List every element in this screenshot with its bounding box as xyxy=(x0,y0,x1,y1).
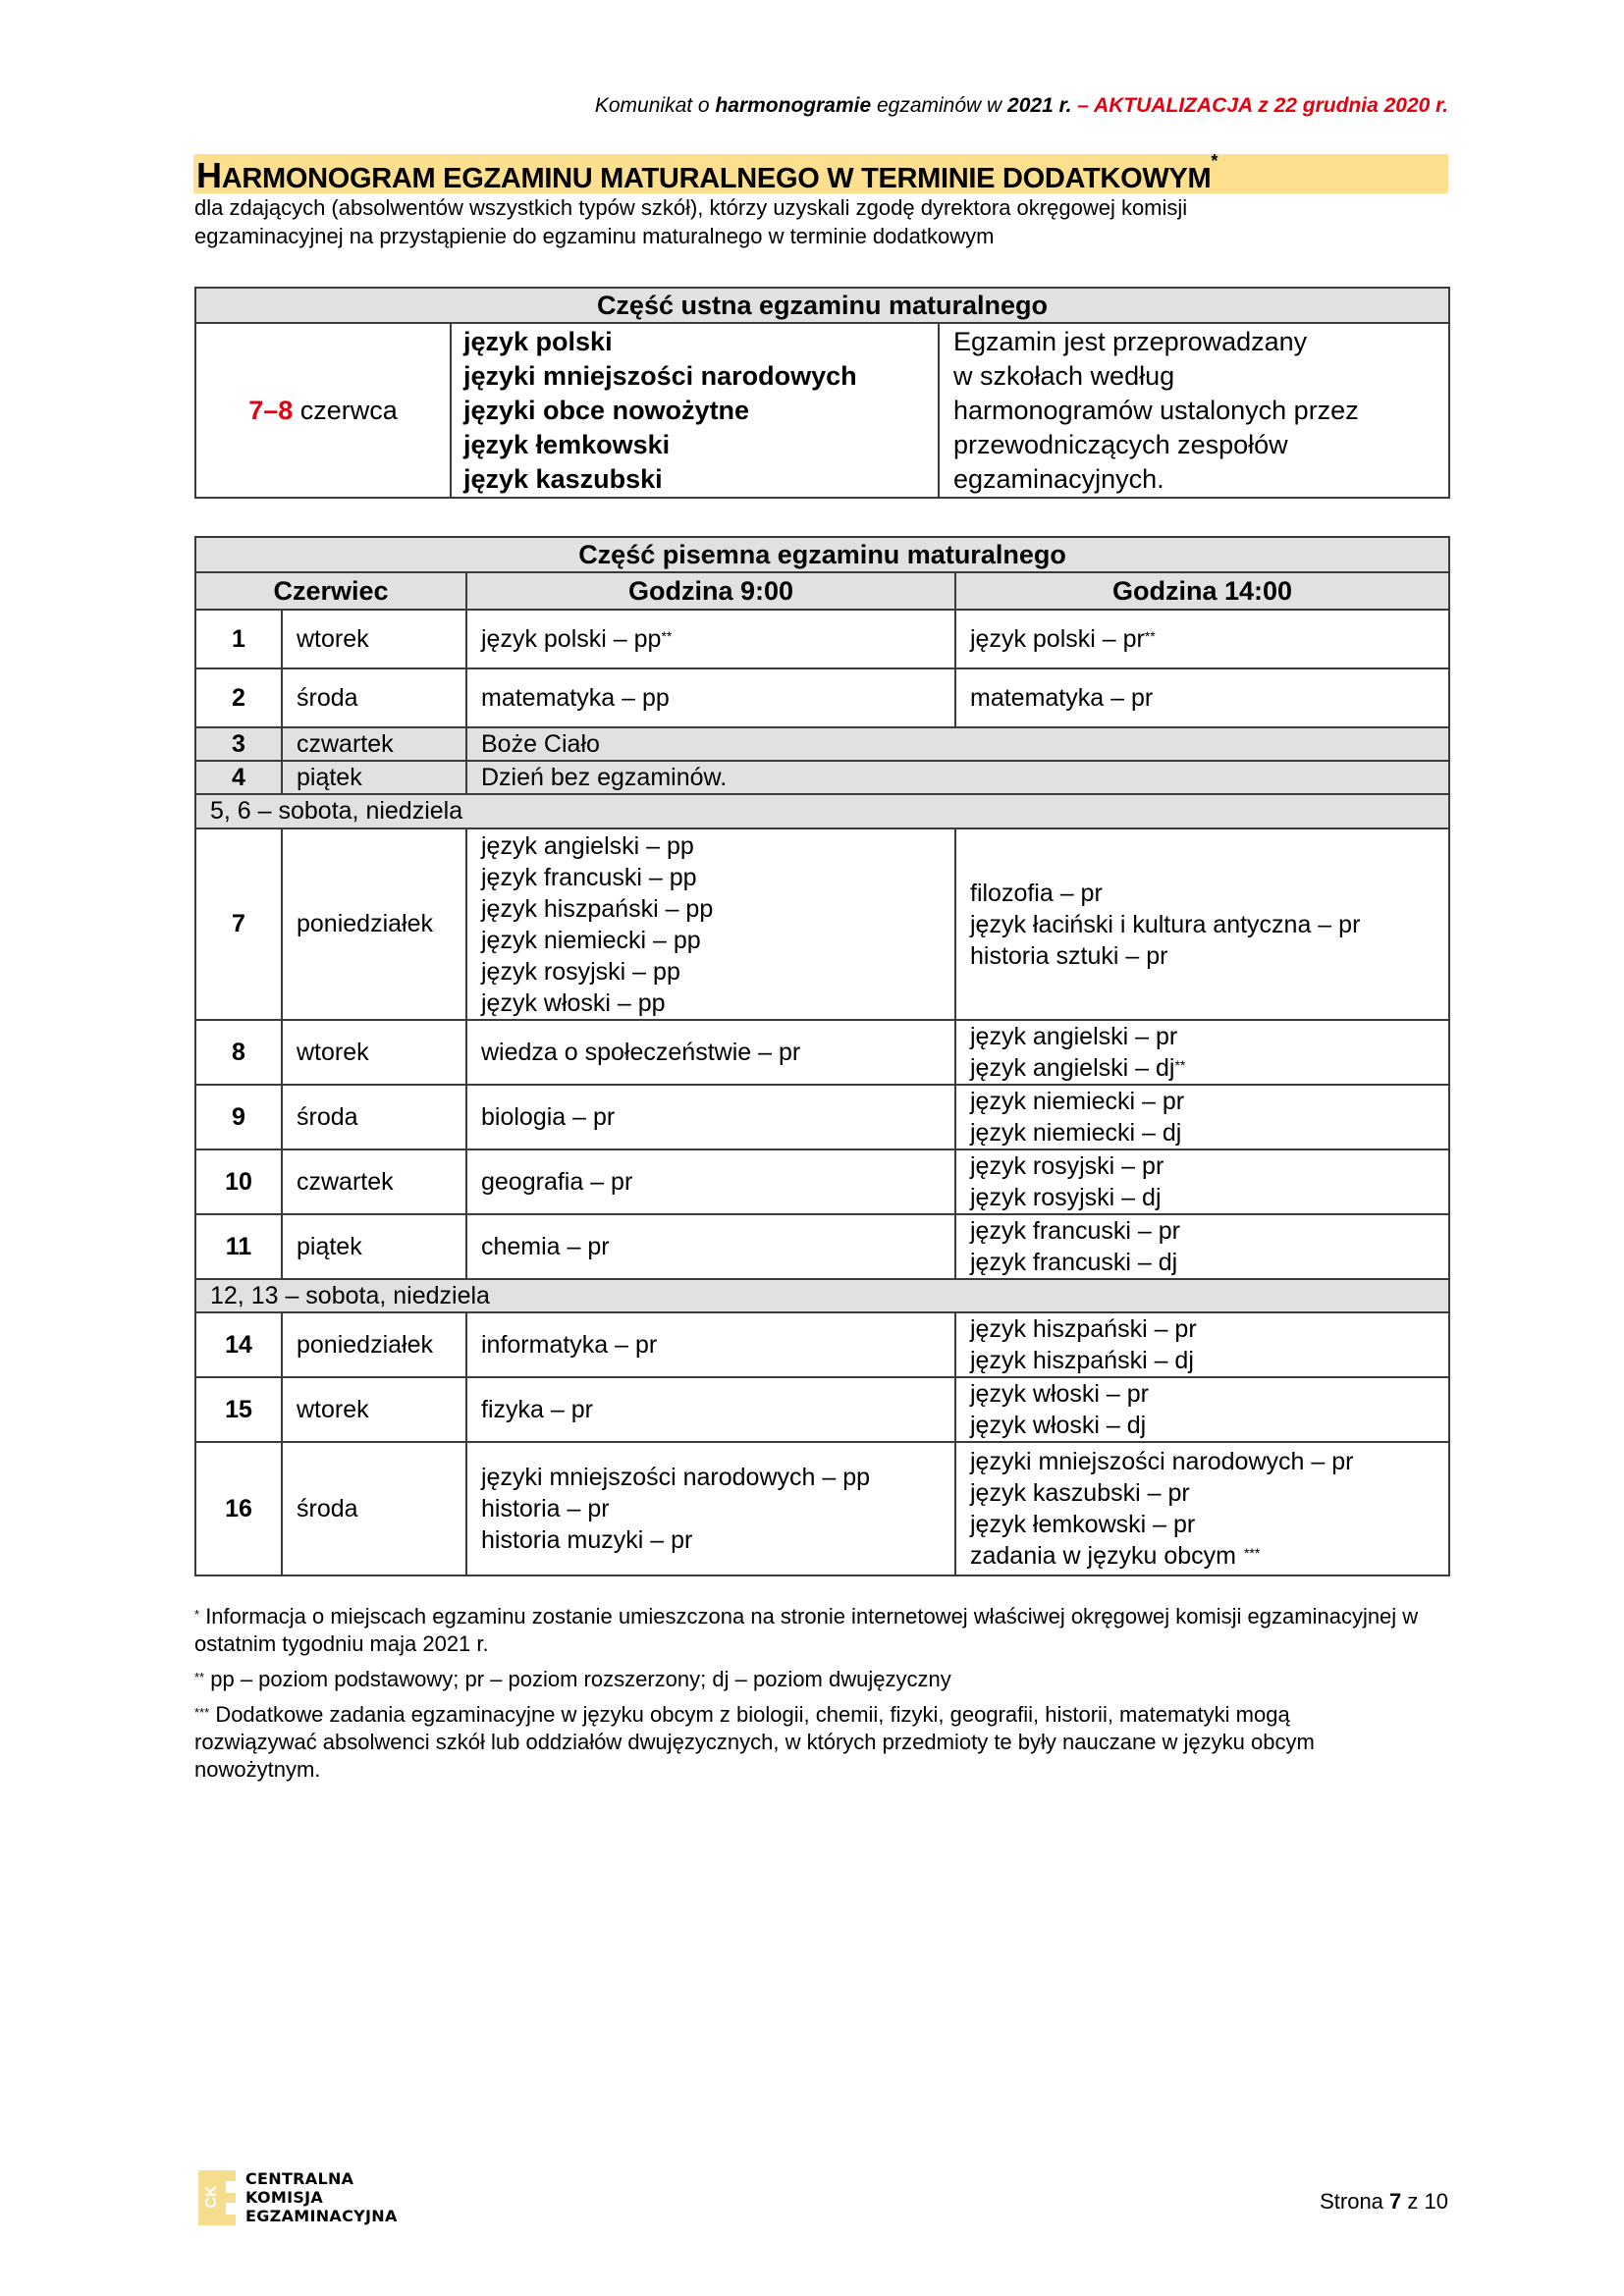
day-number: 14 xyxy=(195,1312,282,1377)
page-title xyxy=(196,151,1218,196)
exam-item xyxy=(481,1493,954,1524)
oral-exam-header: Część ustna egzaminu maturalnego xyxy=(195,288,1449,323)
afternoon-exams xyxy=(955,1377,1449,1442)
afternoon-exams xyxy=(955,828,1449,1020)
day-number: 16 xyxy=(195,1442,282,1575)
weekend-row-label: 12, 13 – sobota, niedziela xyxy=(195,1279,1449,1312)
exam-label: język polski – pp xyxy=(481,625,662,653)
weekday: poniedziałek xyxy=(282,828,466,1020)
morning-exams xyxy=(466,1214,955,1279)
column-header-morning: Godzina 9:00 xyxy=(466,572,955,610)
exam-label: język niemiecki – dj xyxy=(970,1119,1182,1147)
schedule-row xyxy=(195,1214,1449,1279)
exam-item xyxy=(970,623,1448,655)
exam-item xyxy=(481,623,954,655)
schedule-row xyxy=(195,1149,1449,1214)
day-note: Boże Ciało xyxy=(466,727,1449,761)
footnote-ref: ** xyxy=(1144,628,1156,644)
exam-item xyxy=(970,1052,1448,1084)
exam-item xyxy=(970,1182,1448,1213)
schedule-row xyxy=(195,1377,1449,1442)
oral-exam-date xyxy=(195,323,451,498)
morning-exams xyxy=(466,1149,955,1214)
header-mid: egzaminów w xyxy=(871,94,1008,117)
exam-item xyxy=(481,1394,954,1425)
exam-label: języki mniejszości narodowych – pr xyxy=(970,1448,1354,1475)
exam-label: język włoski – pr xyxy=(970,1380,1149,1408)
exam-item xyxy=(970,909,1448,940)
running-header xyxy=(595,94,1448,118)
weekday: wtorek xyxy=(282,1377,466,1442)
schedule-row xyxy=(195,668,1449,727)
exam-label: fizyka – pr xyxy=(481,1396,593,1423)
exam-item xyxy=(481,893,954,925)
exam-label: język rosyjski – pp xyxy=(481,957,680,986)
footnote-text: Informacja o miejscach egzaminu zostanie umieszczona na stronie internetowej właściwej okręgowej komisji egzaminacyjnej w ostatnim tygodniu maja 2021 r. xyxy=(194,1604,1419,1656)
oral-exam-note xyxy=(939,323,1449,498)
morning-exams xyxy=(466,828,955,1020)
footnote-mark: * xyxy=(194,1607,200,1622)
exam-label: język francuski – pp xyxy=(481,863,697,891)
exam-item xyxy=(970,1540,1448,1572)
footnote-mark: ** xyxy=(194,1670,205,1684)
schedule-row xyxy=(195,1020,1449,1085)
footnote-1 xyxy=(194,1603,1451,1658)
header-year: 2021 r. xyxy=(1007,94,1072,117)
afternoon-exams xyxy=(955,668,1449,727)
exam-label: język angielski – pr xyxy=(970,1023,1178,1050)
weekday: czwartek xyxy=(282,1149,466,1214)
morning-exams xyxy=(466,610,955,668)
exam-item xyxy=(970,1378,1448,1410)
exam-item xyxy=(970,1477,1448,1509)
exam-label: język hiszpański – pr xyxy=(970,1315,1197,1343)
exam-item xyxy=(970,1021,1448,1052)
exam-label: język hiszpański – dj xyxy=(970,1347,1194,1374)
subtitle-line-2: egzaminacyjnej na przystąpienie do egzaminu maturalnego w terminie dodatkowym xyxy=(194,224,995,248)
day-number: 11 xyxy=(195,1214,282,1279)
exam-label: matematyka – pp xyxy=(481,684,670,712)
schedule-row xyxy=(195,610,1449,668)
oral-note-line: Egzamin jest przeprowadzany xyxy=(953,326,1308,356)
footnote-2 xyxy=(194,1666,1451,1693)
schedule-row xyxy=(195,761,1449,794)
exam-label: język łaciński i kultura antyczna – pr xyxy=(970,910,1361,938)
exam-item xyxy=(970,1086,1448,1117)
logo-ck-letters: CK xyxy=(203,2185,220,2209)
schedule-row xyxy=(195,1442,1449,1575)
logo-line: EGZAMINACYJNA xyxy=(245,2207,398,2225)
exam-label: język polski – pr xyxy=(970,625,1145,653)
exam-item xyxy=(970,1345,1448,1376)
logo-line: KOMISJA xyxy=(245,2188,324,2207)
exam-label: historia – pr xyxy=(481,1495,610,1522)
day-number: 3 xyxy=(195,727,282,761)
footnote-ref: ** xyxy=(1174,1057,1186,1073)
logo-line: CENTRALNA xyxy=(245,2169,354,2188)
page-number xyxy=(1320,2189,1448,2215)
afternoon-exams xyxy=(955,1214,1449,1279)
footnote-mark: *** xyxy=(194,1705,210,1720)
exam-item xyxy=(481,830,954,862)
exam-item xyxy=(481,682,954,714)
weekday: czwartek xyxy=(282,727,466,761)
exam-label: języki mniejszości narodowych – pp xyxy=(481,1464,871,1491)
exam-item xyxy=(970,1215,1448,1247)
footnote-3 xyxy=(194,1701,1412,1784)
exam-item xyxy=(481,1101,954,1133)
schedule-row xyxy=(195,828,1449,1020)
schedule-row xyxy=(195,727,1449,761)
exam-label: matematyka – pr xyxy=(970,684,1154,712)
exam-item xyxy=(481,1166,954,1198)
oral-date-range: 7–8 xyxy=(248,395,294,425)
footnote-text: pp – poziom podstawowy; pr – poziom rozszerzony; dj – poziom dwujęzyczny xyxy=(210,1667,951,1691)
afternoon-exams xyxy=(955,1149,1449,1214)
oral-exam-table xyxy=(194,287,1450,499)
column-header-afternoon: Godzina 14:00 xyxy=(955,572,1449,610)
footnotes xyxy=(194,1603,1451,1791)
weekday: wtorek xyxy=(282,1020,466,1085)
oral-subject: język łemkowski xyxy=(463,429,671,459)
header-update-notice: – AKTUALIZACJA z 22 grudnia 2020 r. xyxy=(1071,94,1448,117)
subtitle-line-1: dla zdających (absolwentów wszystkich typów szkół), którzy uzyskali zgodę dyrektora okręgowej komisji xyxy=(194,195,1188,220)
day-number: 1 xyxy=(195,610,282,668)
schedule-row xyxy=(195,1312,1449,1377)
day-number: 4 xyxy=(195,761,282,794)
oral-note-line: w szkołach według xyxy=(953,360,1175,391)
oral-subject: język kaszubski xyxy=(463,463,663,494)
exam-item xyxy=(481,1524,954,1556)
schedule-row xyxy=(195,1279,1449,1312)
exam-label: język hiszpański – pp xyxy=(481,894,714,923)
morning-exams xyxy=(466,1085,955,1149)
exam-label: język rosyjski – pr xyxy=(970,1152,1164,1180)
schedule-row xyxy=(195,1085,1449,1149)
exam-label: informatyka – pr xyxy=(481,1331,658,1359)
day-number: 10 xyxy=(195,1149,282,1214)
exam-item xyxy=(481,1037,954,1068)
oral-note-line: harmonogramów ustalonych przez xyxy=(953,395,1359,425)
day-number: 2 xyxy=(195,668,282,727)
title-initial: H xyxy=(196,155,222,195)
morning-exams xyxy=(466,1312,955,1377)
schedule-row xyxy=(195,794,1449,828)
morning-exams xyxy=(466,668,955,727)
oral-exam-subjects xyxy=(451,323,939,498)
morning-exams xyxy=(466,1377,955,1442)
exam-item xyxy=(970,1117,1448,1148)
afternoon-exams xyxy=(955,1442,1449,1575)
exam-label: filozofia – pr xyxy=(970,879,1103,907)
exam-item xyxy=(481,862,954,893)
morning-exams xyxy=(466,1442,955,1575)
weekday: piątek xyxy=(282,761,466,794)
oral-subject: języki obce nowożytne xyxy=(463,395,750,425)
weekday: środa xyxy=(282,1442,466,1575)
weekend-row-label: 5, 6 – sobota, niedziela xyxy=(195,794,1449,828)
title-footnote-mark: * xyxy=(1211,151,1218,171)
written-exam-header: Część pisemna egzaminu maturalnego xyxy=(195,537,1449,572)
exam-item xyxy=(970,1313,1448,1345)
exam-item xyxy=(481,956,954,988)
oral-subject: język polski xyxy=(463,326,613,356)
day-note: Dzień bez egzaminów. xyxy=(466,761,1449,794)
exam-item xyxy=(481,1231,954,1262)
header-bold-harmonogram: harmonogramie xyxy=(715,94,872,117)
exam-label: język łemkowski – pr xyxy=(970,1511,1196,1538)
logo-text xyxy=(245,2169,398,2225)
exam-item xyxy=(970,682,1448,714)
exam-label: historia muzyki – pr xyxy=(481,1526,693,1554)
page-current: 7 xyxy=(1389,2189,1402,2214)
exam-label: język angielski – pp xyxy=(481,831,694,860)
exam-item xyxy=(970,1247,1448,1278)
header-prefix: Komunikat o xyxy=(594,94,716,117)
exam-item xyxy=(970,1410,1448,1441)
exam-label: język kaszubski – pr xyxy=(970,1479,1190,1507)
footnote-ref: *** xyxy=(1243,1545,1261,1561)
day-number: 15 xyxy=(195,1377,282,1442)
exam-item xyxy=(481,988,954,1019)
exam-item xyxy=(970,940,1448,972)
exam-label: język angielski – dj xyxy=(970,1054,1175,1082)
afternoon-exams xyxy=(955,1020,1449,1085)
morning-exams xyxy=(466,1020,955,1085)
exam-label: język francuski – pr xyxy=(970,1217,1180,1245)
afternoon-exams xyxy=(955,610,1449,668)
exam-label: wiedza o społeczeństwie – pr xyxy=(481,1039,801,1066)
exam-label: język niemiecki – pr xyxy=(970,1088,1185,1115)
exam-item xyxy=(970,1150,1448,1182)
exam-label: chemia – pr xyxy=(481,1233,610,1260)
weekday: środa xyxy=(282,1085,466,1149)
exam-label: biologia – pr xyxy=(481,1103,616,1131)
page-sep: z xyxy=(1401,2189,1425,2214)
footnote-ref: ** xyxy=(661,628,673,644)
exam-label: język rosyjski – dj xyxy=(970,1184,1162,1211)
exam-label: język włoski – pp xyxy=(481,988,666,1017)
page-prefix: Strona xyxy=(1320,2189,1390,2214)
exam-item xyxy=(970,878,1448,909)
afternoon-exams xyxy=(955,1085,1449,1149)
exam-label: język niemiecki – pp xyxy=(481,926,701,954)
exam-label: geografia – pr xyxy=(481,1168,633,1196)
exam-item xyxy=(481,925,954,956)
afternoon-exams xyxy=(955,1312,1449,1377)
exam-item xyxy=(970,1509,1448,1540)
weekday: poniedziałek xyxy=(282,1312,466,1377)
weekday: wtorek xyxy=(282,610,466,668)
oral-note-line: przewodniczących zespołów xyxy=(953,429,1288,459)
weekday: piątek xyxy=(282,1214,466,1279)
exam-label: język francuski – dj xyxy=(970,1249,1178,1276)
day-number: 7 xyxy=(195,828,282,1020)
exam-label: język włoski – dj xyxy=(970,1412,1147,1439)
oral-note-line: egzaminacyjnych. xyxy=(953,463,1164,494)
oral-subject: języki mniejszości narodowych xyxy=(463,360,857,391)
footnote-text: Dodatkowe zadania egzaminacyjne w języku obcym z biologii, chemii, fizyki, geografii, historii, matematyki mogą rozwiązywać absolwenci szkół lub oddziałów dwujęzycznych, w których przedmioty te były nauczane w języku obcym nowożytnym. xyxy=(194,1702,1315,1782)
cke-logo-icon xyxy=(198,2170,236,2225)
title-rest: ARMONOGRAM EGZAMINU MATURALNEGO W TERMINIE DODATKOWYM xyxy=(221,163,1212,194)
oral-date-month: czerwca xyxy=(293,395,398,425)
page-total: 10 xyxy=(1424,2189,1448,2214)
exam-item xyxy=(481,1462,954,1493)
weekday: środa xyxy=(282,668,466,727)
exam-item xyxy=(970,1446,1448,1477)
day-number: 8 xyxy=(195,1020,282,1085)
exam-label: historia sztuki – pr xyxy=(970,941,1168,970)
exam-item xyxy=(481,1329,954,1361)
day-number: 9 xyxy=(195,1085,282,1149)
column-header-month: Czerwiec xyxy=(195,572,466,610)
written-exam-table xyxy=(194,536,1450,1576)
exam-label: zadania w języku obcym xyxy=(970,1542,1236,1570)
